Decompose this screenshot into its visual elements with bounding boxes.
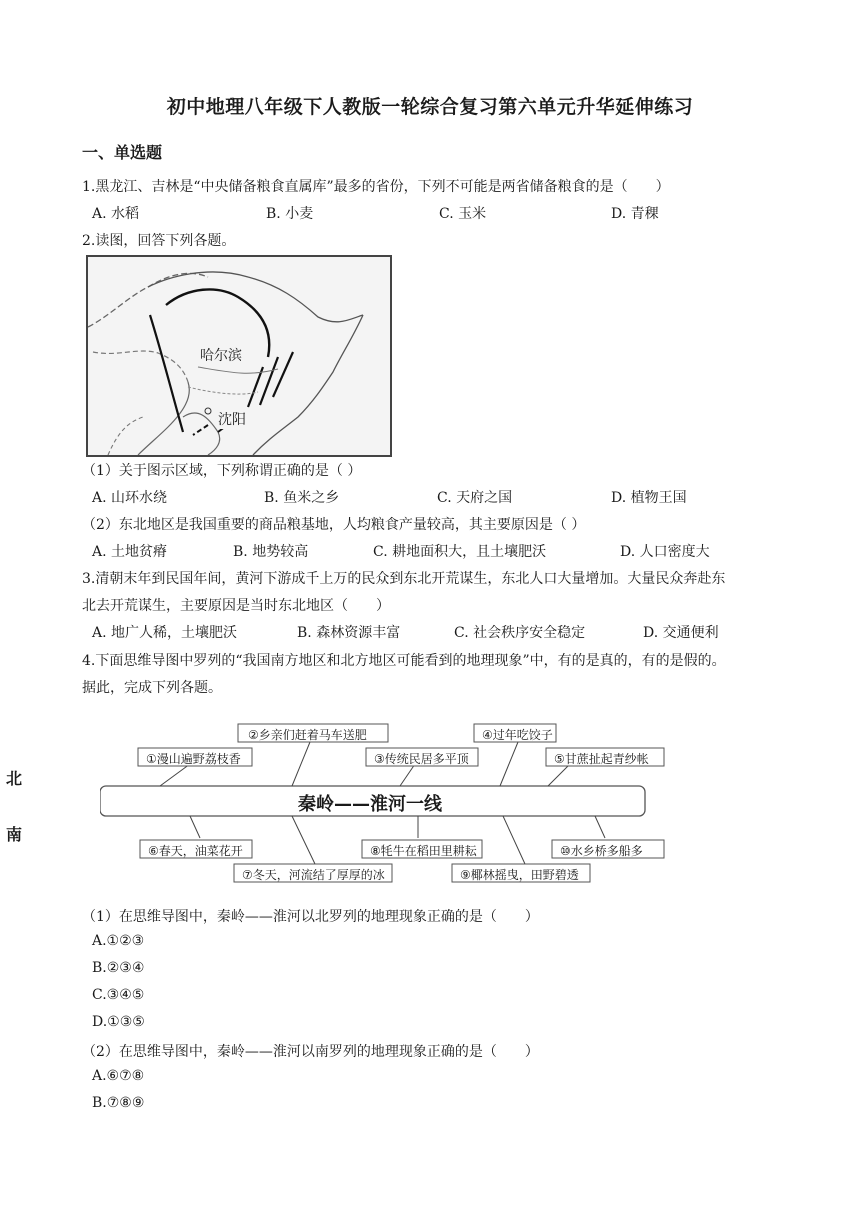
mind-node-6: ⑥春天，油菜花开 [148,844,243,858]
map-label-harbin: 哈尔滨 [200,345,242,365]
q4-sub1-option-c: C.③④⑤ [92,987,145,1003]
northeast-map [86,255,392,457]
q3-option-d: D. 交通便利 [643,625,719,641]
page-title: 初中地理八年级下人教版一轮综合复习第六单元升华延伸练习 [166,96,694,118]
question-1-stem: 1.黑龙江、吉林是“中央储备粮食直属库”最多的省份，下列不可能是两省储备粮食的是（ ） [82,179,670,195]
mind-node-8: ⑧牦牛在稻田里耕耘 [370,844,477,858]
map-label-shenyang: 沈阳 [218,409,246,429]
mind-node-9: ⑨椰林摇曳，田野碧透 [460,868,579,882]
q4-sub1-option-a: A.①②③ [92,933,145,949]
q3-option-b: B. 森林资源丰富 [297,625,401,641]
q2-sub1-option-d: D. 植物王国 [611,490,687,506]
mind-node-1: ①漫山遍野荔枝香 [146,752,241,766]
q4-sub2-option-a: A.⑥⑦⑧ [92,1068,145,1084]
mind-node-5: ⑤甘蔗扯起青纱帐 [554,752,649,766]
mind-map-center: 秦岭——淮河一线 [298,794,442,815]
q2-sub2-option-a: A. 土地贫瘠 [92,544,168,560]
question-3-stem-line2: 北去开荒谋生，主要原因是当时东北地区（ ） [82,598,390,614]
mind-node-2: ②乡亲们赶着马车送肥 [248,728,367,742]
mind-map-south-label: 南 [6,825,23,844]
q1-option-d: D. 青稞 [611,206,659,222]
q2-sub2-option-b: B. 地势较高 [233,544,309,560]
q2-sub2-stem: （2）东北地区是我国重要的商品粮基地，人均粮食产量较高，其主要原因是（ ） [82,517,586,533]
q2-sub1-stem: （1）关于图示区域，下列称谓正确的是（ ） [82,463,362,479]
q3-option-c: C. 社会秩序安全稳定 [454,625,586,641]
q2-sub1-option-b: B. 鱼米之乡 [264,490,340,506]
q4-sub1-option-b: B.②③④ [92,960,145,976]
q1-option-a: A. 水稻 [92,206,140,222]
q2-sub2-option-d: D. 人口密度大 [620,544,710,560]
mind-map-north-label: 北 [6,769,23,788]
q4-sub2-stem: （2）在思维导图中，秦岭——淮河以南罗列的地理现象正确的是（ ） [82,1044,539,1060]
question-4-stem-line2: 据此，完成下列各题。 [82,680,222,696]
mind-node-10: ⑩水乡桥多船多 [560,844,643,858]
q4-sub2-option-b: B.⑦⑧⑨ [92,1095,145,1111]
q1-option-c: C. 玉米 [439,206,487,222]
mind-node-3: ③传统民居多平顶 [374,752,469,766]
q4-sub1-option-d: D.①③⑤ [92,1014,145,1030]
section-heading: 一、单选题 [82,143,163,162]
question-3-stem-line1: 3.清朝末年到民国年间，黄河下游成千上万的民众到东北开荒谋生，东北人口大量增加。大量民众奔赴东 [82,571,726,587]
mind-node-7: ⑦冬天，河流结了厚厚的冰 [242,868,385,882]
q2-sub1-option-a: A. 山环水绕 [92,490,168,506]
q2-sub1-option-c: C. 天府之国 [437,490,513,506]
q2-sub2-option-c: C. 耕地面积大，且土壤肥沃 [373,544,547,560]
q1-option-b: B. 小麦 [266,206,314,222]
mind-node-4: ④过年吃饺子 [482,728,553,742]
q4-sub1-stem: （1）在思维导图中，秦岭——淮河以北罗列的地理现象正确的是（ ） [82,909,539,925]
question-4-stem-line1: 4.下面思维导图中罗列的“我国南方地区和北方地区可能看到的地理现象”中，有的是真的，有的是假的。 [82,653,726,669]
question-2-stem: 2.读图，回答下列各题。 [82,233,236,249]
q3-option-a: A. 地广人稀，土壤肥沃 [92,625,238,641]
mind-map [6,718,670,886]
